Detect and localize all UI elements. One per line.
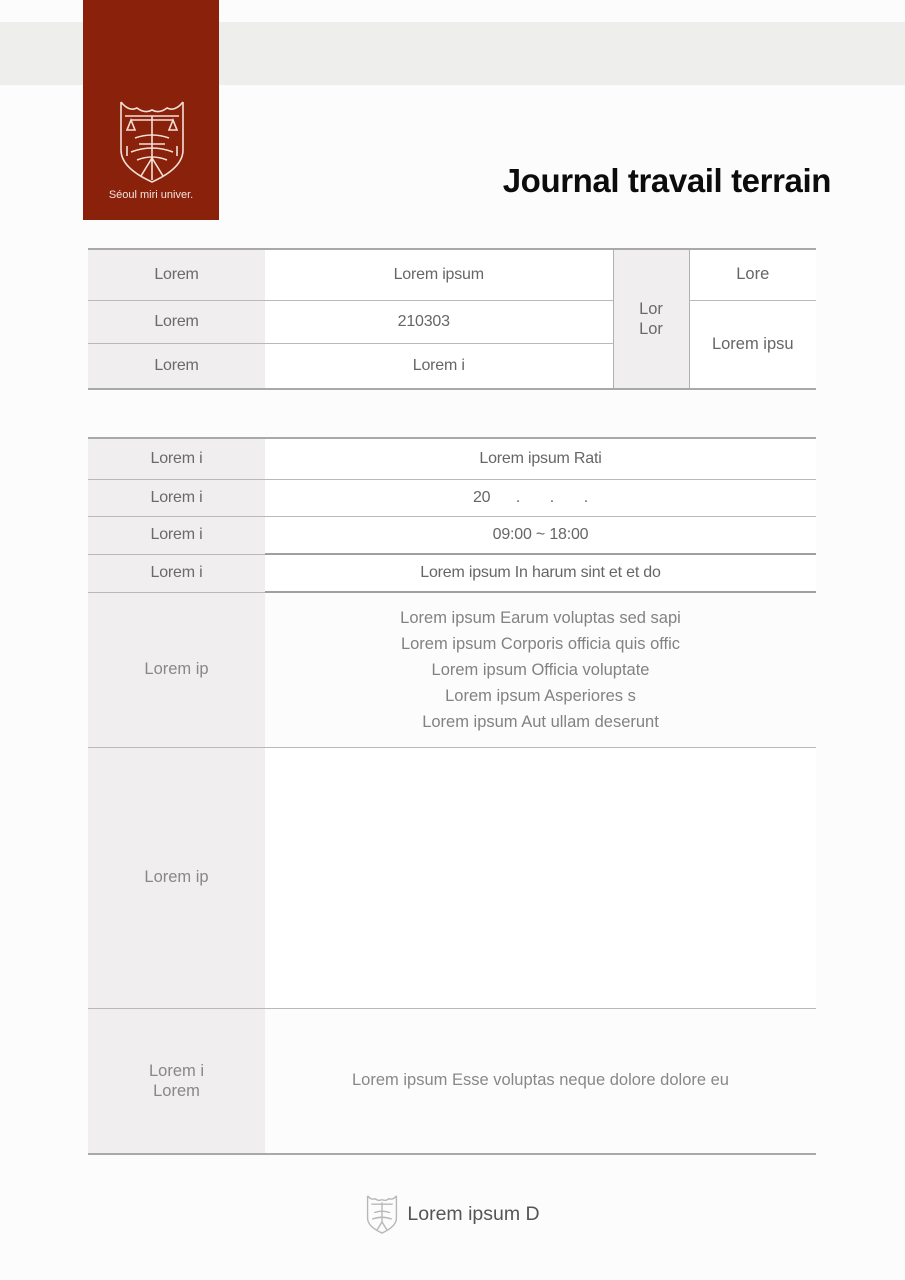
task-line: Lorem ipsum Earum voluptas sed sapi [400,608,681,627]
side-header: Lore [689,249,816,300]
info-label: Lorem [88,343,265,389]
brand-logo-block [83,0,219,220]
page-title: Journal travail terrain [502,162,831,199]
detail-value: Lorem ipsum Rati [265,438,816,479]
side-value: Lorem ipsu [689,300,816,389]
footer [0,1194,905,1234]
task-line: Lorem ipsum Corporis officia quis offic [400,634,681,653]
date-value: 20 . . . [265,479,816,516]
info-value: 210303 [265,300,613,343]
university-crest-icon [365,1194,399,1234]
info-label: Lorem [88,300,265,343]
remarks-value: Lorem ipsum Esse voluptas neque dolore dolore eu [265,1008,816,1154]
remarks-label: Lorem i Lorem [88,1008,265,1154]
footer-text: Lorem ipsum D [407,1202,540,1225]
info-value: Lorem i [265,343,613,389]
notes-label: Lorem ip [88,747,265,1008]
detail-label: Lorem i [88,479,265,516]
info-label: Lorem [88,249,265,300]
tasks-list [265,592,816,747]
time-value: 09:00 ~ 18:00 [265,516,816,554]
notes-value [265,747,816,1008]
tasks-label: Lorem ip [88,592,265,747]
detail-label: Lorem i [88,516,265,554]
brand-name: Séoul miri univer. [108,189,194,201]
info-table [88,248,816,390]
task-line: Lorem ipsum Officia voluptate [431,660,650,679]
detail-label: Lorem i [88,438,265,479]
task-line: Lorem ipsum Asperiores s [445,686,636,705]
info-value: Lorem ipsum [265,249,613,300]
side-label: Lor Lor [613,249,689,389]
task-line: Lorem ipsum Aut ullam deserunt [422,712,659,731]
university-crest-icon [117,98,187,184]
detail-value: Lorem ipsum In harum sint et et do [265,554,816,592]
detail-table [88,437,816,1155]
detail-label: Lorem i [88,554,265,592]
